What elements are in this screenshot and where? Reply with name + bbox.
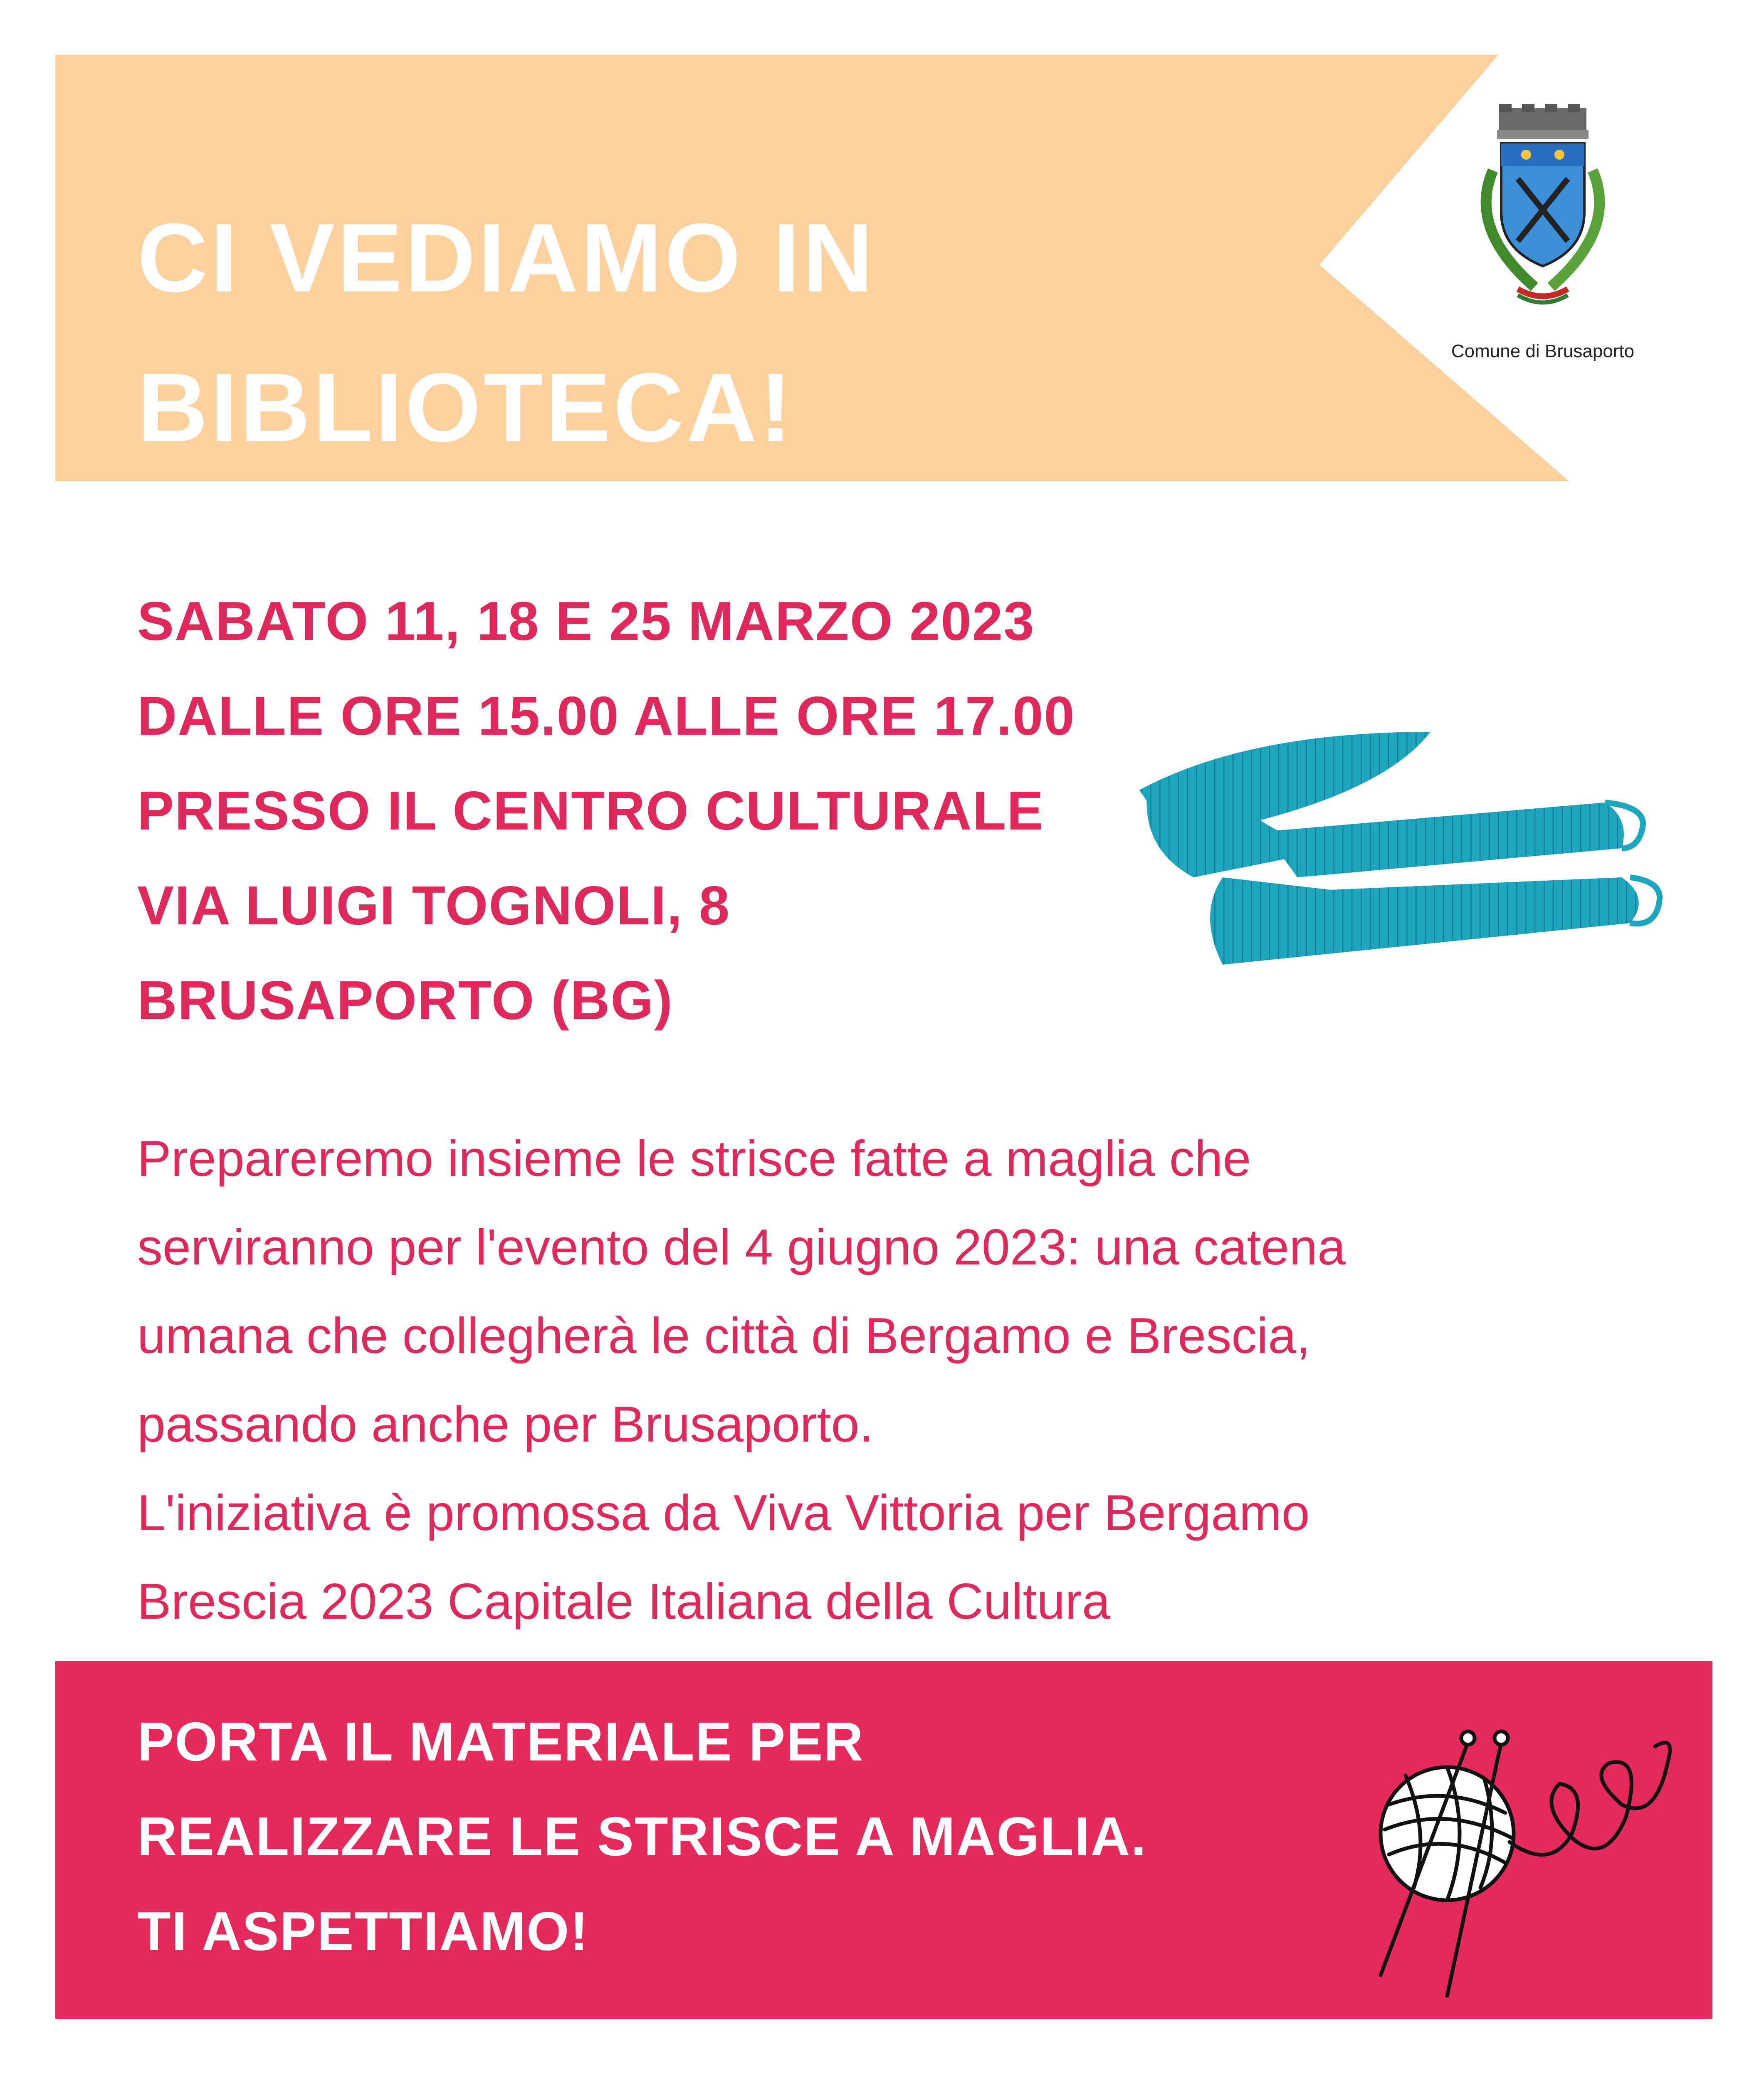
cta-line-3: TI ASPETTIAMO! <box>137 1901 589 1962</box>
title-line-2: BIBLIOTECA! <box>137 353 795 462</box>
event-date: SABATO 11, 18 E 25 MARZO 2023 <box>137 590 1035 652</box>
description-line: Prepareremo insieme le strisce fatte a maglia che <box>137 1130 1251 1187</box>
knitted-strip-photo <box>1123 682 1663 1027</box>
event-details <box>137 574 1156 1048</box>
event-time: DALLE ORE 15.00 ALLE ORE 17.00 <box>137 685 1075 746</box>
cta-text <box>137 1694 1302 1979</box>
event-venue: PRESSO IL CENTRO CULTURALE <box>137 780 1045 841</box>
description-line: serviranno per l'evento del 4 giugno 2023: una catena <box>137 1219 1346 1275</box>
municipal-crest-icon <box>1455 104 1630 320</box>
crest-caption: Comune di Brusaporto <box>1451 341 1635 361</box>
description-line: L'iniziativa è promossa da Viva Vittoria per Bergamo <box>137 1484 1310 1541</box>
event-street: VIA LUIGI TOGNOLI, 8 <box>137 875 731 936</box>
title-line-1: CI VEDIAMO IN <box>137 203 876 312</box>
description-line: umana che collegherà le città di Bergamo e Brescia, <box>137 1307 1311 1364</box>
description <box>137 1114 1601 1646</box>
description-line: passando anche per Brusaporto. <box>137 1396 874 1452</box>
cta-line-1: PORTA IL MATERIALE PER <box>137 1711 864 1772</box>
yarn-ball-needles-icon <box>1322 1680 1684 2008</box>
page-title <box>137 183 1218 482</box>
event-city: BRUSAPORTO (BG) <box>137 970 673 1031</box>
cta-line-2: REALIZZARE LE STRISCE A MAGLIA. <box>137 1806 1147 1867</box>
description-line: Brescia 2023 Capitale Italiana della Cultura <box>137 1573 1110 1630</box>
